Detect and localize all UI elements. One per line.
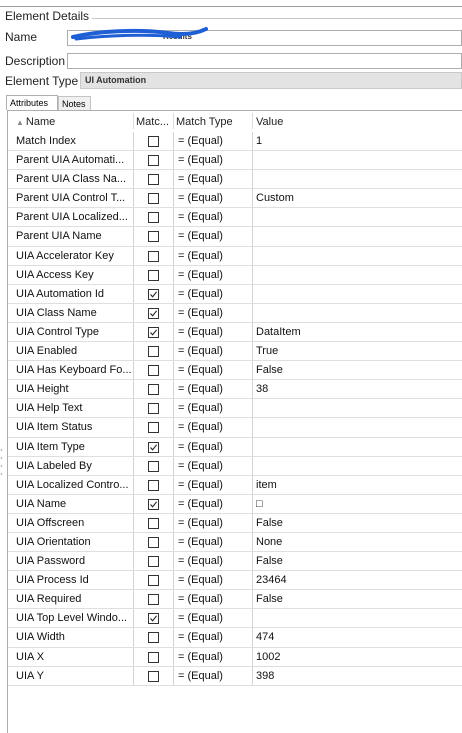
table-row[interactable] — [8, 304, 462, 323]
column-separator — [173, 399, 174, 418]
value-cell[interactable]: item — [256, 478, 277, 491]
column-separator — [173, 457, 174, 476]
value-cell[interactable]: 474 — [256, 631, 275, 644]
row-divider — [8, 685, 462, 686]
table-row[interactable] — [8, 342, 462, 361]
column-separator — [173, 266, 174, 285]
column-separator — [173, 361, 174, 380]
match-type-cell[interactable]: = (Equal) — [178, 421, 223, 434]
attribute-name: UIA Process Id — [16, 574, 89, 587]
column-separator — [133, 495, 134, 514]
column-separator — [173, 476, 174, 495]
value-cell[interactable]: 1 — [256, 135, 263, 147]
column-separator — [173, 208, 174, 227]
column-separator — [252, 495, 253, 514]
column-separator — [173, 628, 174, 647]
column-separator — [252, 571, 253, 590]
element-type-value: UI Automation — [85, 75, 147, 85]
match-type-cell[interactable]: = (Equal) — [178, 478, 223, 491]
column-separator — [133, 609, 134, 628]
name-label: Name — [5, 30, 38, 44]
column-separator — [252, 590, 253, 609]
match-checkbox[interactable] — [148, 308, 159, 319]
name-field[interactable] — [67, 30, 462, 46]
match-checkbox[interactable] — [148, 556, 159, 567]
value-cell[interactable] — [256, 285, 456, 304]
attribute-name: UIA Item Type — [16, 440, 85, 453]
table-row[interactable] — [8, 266, 462, 285]
value-cell[interactable]: Custom — [256, 192, 294, 205]
table-row[interactable] — [8, 418, 462, 437]
table-row[interactable] — [8, 552, 462, 571]
match-type-cell[interactable]: = (Equal) — [178, 497, 223, 510]
match-type-cell[interactable]: = (Equal) — [178, 669, 223, 682]
column-separator — [252, 438, 253, 457]
column-separator — [133, 648, 134, 667]
top-divider — [0, 6, 462, 7]
value-cell[interactable] — [256, 457, 456, 476]
table-row[interactable] — [8, 609, 462, 628]
column-separator — [173, 189, 174, 208]
match-checkbox[interactable] — [148, 480, 159, 491]
column-separator — [133, 208, 134, 227]
header-separator[interactable] — [133, 113, 134, 129]
column-separator — [173, 170, 174, 189]
match-type-cell[interactable]: = (Equal) — [178, 135, 223, 147]
value-cell[interactable]: None — [256, 535, 283, 548]
column-separator — [133, 323, 134, 342]
value-cell[interactable]: False — [256, 516, 283, 529]
column-separator — [133, 189, 134, 208]
value-cell[interactable] — [256, 247, 456, 266]
header-separator[interactable] — [173, 113, 174, 129]
match-type-cell[interactable]: = (Equal) — [178, 593, 223, 606]
column-separator — [252, 514, 253, 533]
column-separator — [173, 304, 174, 323]
attribute-name: UIA Width — [16, 631, 65, 644]
match-checkbox[interactable] — [148, 174, 159, 185]
column-separator — [133, 342, 134, 361]
match-checkbox[interactable] — [148, 270, 159, 281]
header-name[interactable] — [16, 111, 134, 131]
match-checkbox[interactable] — [148, 499, 159, 510]
match-checkbox[interactable] — [148, 652, 159, 663]
match-type-cell[interactable]: = (Equal) — [178, 154, 223, 167]
match-type-cell[interactable]: = (Equal) — [178, 574, 223, 587]
column-separator — [173, 323, 174, 342]
column-separator — [133, 304, 134, 323]
table-row[interactable] — [8, 514, 462, 533]
match-checkbox[interactable] — [148, 632, 159, 643]
column-separator — [133, 151, 134, 170]
column-separator — [252, 323, 253, 342]
column-separator — [173, 418, 174, 437]
match-type-cell[interactable]: = (Equal) — [178, 535, 223, 548]
tab-attributes[interactable]: Attributes — [6, 95, 58, 110]
table-row[interactable] — [8, 380, 462, 399]
match-checkbox[interactable] — [148, 136, 159, 147]
column-separator — [173, 552, 174, 571]
match-type-cell[interactable]: = (Equal) — [178, 173, 223, 186]
match-type-cell[interactable]: = (Equal) — [178, 249, 223, 262]
column-separator — [173, 380, 174, 399]
column-separator — [133, 380, 134, 399]
column-separator — [133, 476, 134, 495]
column-separator — [252, 170, 253, 189]
match-type-cell[interactable]: = (Equal) — [178, 211, 223, 224]
match-checkbox[interactable] — [148, 537, 159, 548]
header-name-label: Name — [25, 116, 56, 128]
name-value: Results — [163, 32, 192, 41]
match-type-cell[interactable]: = (Equal) — [178, 459, 223, 472]
value-cell[interactable] — [256, 399, 456, 418]
value-cell[interactable]: False — [256, 593, 283, 606]
match-checkbox[interactable] — [148, 403, 159, 414]
attribute-name: UIA Has Keyboard Fo... — [16, 364, 132, 377]
match-type-cell[interactable]: = (Equal) — [178, 345, 223, 358]
description-label: Description — [5, 54, 66, 68]
column-separator — [173, 648, 174, 667]
match-type-cell[interactable]: = (Equal) — [178, 516, 223, 529]
value-cell[interactable]: □ — [256, 497, 263, 510]
column-separator — [173, 495, 174, 514]
column-separator — [173, 571, 174, 590]
attribute-name: UIA Required — [16, 593, 82, 606]
match-type-cell[interactable]: = (Equal) — [178, 268, 223, 281]
match-checkbox[interactable] — [148, 442, 159, 453]
table-row[interactable] — [8, 495, 462, 514]
column-separator — [252, 628, 253, 647]
column-separator — [252, 189, 253, 208]
element-details-title: Element Details — [5, 9, 90, 23]
table-row[interactable] — [8, 438, 462, 457]
column-separator — [173, 533, 174, 552]
column-separator — [252, 151, 253, 170]
table-row[interactable] — [8, 399, 462, 418]
match-checkbox[interactable] — [148, 671, 159, 682]
column-separator — [133, 438, 134, 457]
table-row[interactable] — [8, 628, 462, 647]
column-separator — [252, 266, 253, 285]
attribute-name: UIA Help Text — [16, 402, 83, 415]
match-checkbox[interactable] — [148, 575, 159, 586]
value-cell[interactable] — [256, 304, 456, 323]
column-separator — [133, 514, 134, 533]
column-separator — [133, 285, 134, 304]
value-cell[interactable] — [256, 208, 456, 227]
column-separator — [252, 227, 253, 246]
table-row[interactable] — [8, 571, 462, 590]
attribute-name: Parent UIA Localized... — [16, 211, 128, 224]
attribute-name: UIA Labeled By — [16, 459, 92, 472]
match-type-cell[interactable]: = (Equal) — [178, 364, 223, 377]
match-checkbox[interactable] — [148, 613, 159, 624]
header-match-type[interactable]: Match Type — [176, 116, 233, 128]
column-separator — [252, 457, 253, 476]
column-separator — [133, 170, 134, 189]
column-separator — [133, 227, 134, 246]
match-checkbox[interactable] — [148, 461, 159, 472]
match-type-cell[interactable]: = (Equal) — [178, 287, 223, 300]
match-checkbox[interactable] — [148, 346, 159, 357]
column-separator — [133, 571, 134, 590]
column-separator — [173, 227, 174, 246]
match-type-cell[interactable]: = (Equal) — [178, 650, 223, 663]
match-checkbox[interactable] — [148, 594, 159, 605]
attribute-name: UIA Name — [16, 497, 67, 510]
match-type-cell[interactable]: = (Equal) — [178, 383, 223, 396]
table-row[interactable] — [8, 132, 462, 151]
column-separator — [173, 285, 174, 304]
value-cell[interactable]: 23464 — [256, 574, 287, 587]
value-cell[interactable]: False — [256, 364, 283, 377]
column-separator — [133, 399, 134, 418]
match-checkbox[interactable] — [148, 518, 159, 529]
table-row[interactable] — [8, 170, 462, 189]
match-checkbox[interactable] — [148, 155, 159, 166]
table-row[interactable] — [8, 648, 462, 667]
table-row[interactable] — [8, 227, 462, 246]
match-checkbox[interactable] — [148, 327, 159, 338]
column-separator — [252, 399, 253, 418]
column-separator — [173, 247, 174, 266]
value-cell[interactable] — [256, 266, 456, 285]
checkmark-icon — [149, 500, 158, 509]
column-separator — [173, 151, 174, 170]
checkmark-icon — [149, 443, 158, 452]
column-separator — [252, 380, 253, 399]
splitter-grip[interactable] — [0, 440, 3, 490]
column-separator — [133, 361, 134, 380]
match-checkbox[interactable] — [148, 289, 159, 300]
value-cell[interactable]: DataItem — [256, 325, 301, 338]
attribute-name: UIA Localized Contro... — [16, 478, 129, 491]
match-type-cell[interactable]: = (Equal) — [178, 230, 223, 243]
attribute-name: UIA Password — [16, 555, 86, 568]
column-separator — [252, 533, 253, 552]
column-separator — [133, 418, 134, 437]
column-separator — [252, 667, 253, 686]
column-separator — [252, 552, 253, 571]
column-separator — [133, 266, 134, 285]
match-type-cell[interactable]: = (Equal) — [178, 612, 223, 625]
attribute-name: UIA Access Key — [16, 268, 94, 281]
value-cell[interactable] — [256, 227, 456, 246]
table-row[interactable] — [8, 667, 462, 686]
table-row[interactable] — [8, 533, 462, 552]
header-match[interactable]: Matc... — [136, 116, 170, 128]
attribute-name: Parent UIA Automati... — [16, 154, 125, 167]
attribute-name: Match Index — [16, 135, 76, 147]
column-separator — [133, 247, 134, 266]
column-separator — [173, 438, 174, 457]
table-header — [8, 111, 462, 131]
attribute-name: UIA Height — [16, 383, 69, 396]
checkmark-icon — [149, 328, 158, 337]
table-row[interactable] — [8, 285, 462, 304]
attribute-name: UIA Accelerator Key — [16, 249, 114, 262]
attribute-name: UIA Control Type — [16, 325, 99, 338]
table-row[interactable] — [8, 323, 462, 342]
attributes-panel — [7, 110, 462, 733]
column-separator — [252, 285, 253, 304]
match-type-cell[interactable]: = (Equal) — [178, 325, 223, 338]
column-separator — [133, 533, 134, 552]
table-row[interactable] — [8, 189, 462, 208]
value-cell[interactable] — [256, 609, 456, 628]
column-separator — [173, 514, 174, 533]
column-separator — [173, 590, 174, 609]
checkmark-icon — [149, 290, 158, 299]
match-type-cell[interactable]: = (Equal) — [178, 440, 223, 453]
match-checkbox[interactable] — [148, 193, 159, 204]
column-separator — [133, 132, 134, 151]
column-separator — [252, 476, 253, 495]
element-type-field — [80, 72, 462, 89]
column-separator — [252, 208, 253, 227]
attribute-name: UIA Class Name — [16, 306, 97, 319]
table-row[interactable] — [8, 208, 462, 227]
value-cell[interactable] — [256, 151, 456, 170]
tab-notes[interactable]: Notes — [58, 96, 91, 110]
column-separator — [133, 667, 134, 686]
match-type-cell[interactable]: = (Equal) — [178, 306, 223, 319]
match-type-cell[interactable]: = (Equal) — [178, 192, 223, 205]
attribute-name: UIA Enabled — [16, 345, 78, 358]
column-separator — [173, 667, 174, 686]
attribute-name: UIA X — [16, 650, 45, 663]
description-field[interactable] — [67, 53, 462, 69]
value-cell[interactable] — [256, 170, 456, 189]
checkmark-icon — [149, 309, 158, 318]
value-cell[interactable] — [256, 438, 456, 457]
match-checkbox[interactable] — [148, 212, 159, 223]
value-cell[interactable]: 1002 — [256, 650, 281, 663]
column-separator — [252, 648, 253, 667]
column-separator — [133, 628, 134, 647]
match-type-cell[interactable]: = (Equal) — [178, 555, 223, 568]
sort-ascending-icon: ▲ — [16, 118, 24, 127]
attribute-name: UIA Orientation — [16, 535, 91, 548]
match-type-cell[interactable]: = (Equal) — [178, 631, 223, 644]
column-separator — [133, 552, 134, 571]
value-cell[interactable]: False — [256, 555, 283, 568]
value-cell[interactable]: True — [256, 345, 279, 358]
table-row[interactable] — [8, 361, 462, 380]
value-cell[interactable]: 398 — [256, 669, 275, 682]
match-checkbox[interactable] — [148, 384, 159, 395]
column-separator — [133, 457, 134, 476]
attribute-name: UIA Item Status — [16, 421, 93, 434]
match-type-cell[interactable]: = (Equal) — [178, 402, 223, 415]
column-separator — [252, 304, 253, 323]
match-checkbox[interactable] — [148, 231, 159, 242]
column-separator — [252, 247, 253, 266]
table-row[interactable] — [8, 590, 462, 609]
attribute-name: Parent UIA Name — [16, 230, 102, 243]
table-row[interactable] — [8, 457, 462, 476]
column-separator — [252, 132, 253, 151]
attribute-name: UIA Automation Id — [16, 287, 105, 300]
header-separator[interactable] — [252, 113, 253, 129]
header-value[interactable]: Value — [256, 116, 284, 128]
attributes-table-body — [8, 132, 462, 686]
attribute-name: Parent UIA Class Na... — [16, 173, 127, 186]
match-checkbox[interactable] — [148, 251, 159, 262]
match-checkbox[interactable] — [148, 365, 159, 376]
column-separator — [252, 418, 253, 437]
value-cell[interactable] — [256, 418, 456, 437]
attribute-name: UIA Y — [16, 669, 44, 682]
table-row[interactable] — [8, 476, 462, 495]
checkmark-icon — [149, 614, 158, 623]
column-separator — [252, 342, 253, 361]
column-separator — [252, 609, 253, 628]
attribute-name: UIA Offscreen — [16, 516, 85, 529]
value-cell[interactable]: 38 — [256, 383, 269, 396]
column-separator — [252, 361, 253, 380]
column-separator — [173, 132, 174, 151]
attribute-name: UIA Top Level Windo... — [16, 612, 128, 625]
column-separator — [173, 609, 174, 628]
element-type-label: Element Type — [5, 74, 79, 88]
match-checkbox[interactable] — [148, 422, 159, 433]
attribute-name: Parent UIA Control T... — [16, 192, 126, 205]
column-separator — [133, 590, 134, 609]
group-divider — [92, 18, 462, 19]
column-separator — [173, 342, 174, 361]
table-row[interactable] — [8, 151, 462, 170]
table-row[interactable] — [8, 247, 462, 266]
